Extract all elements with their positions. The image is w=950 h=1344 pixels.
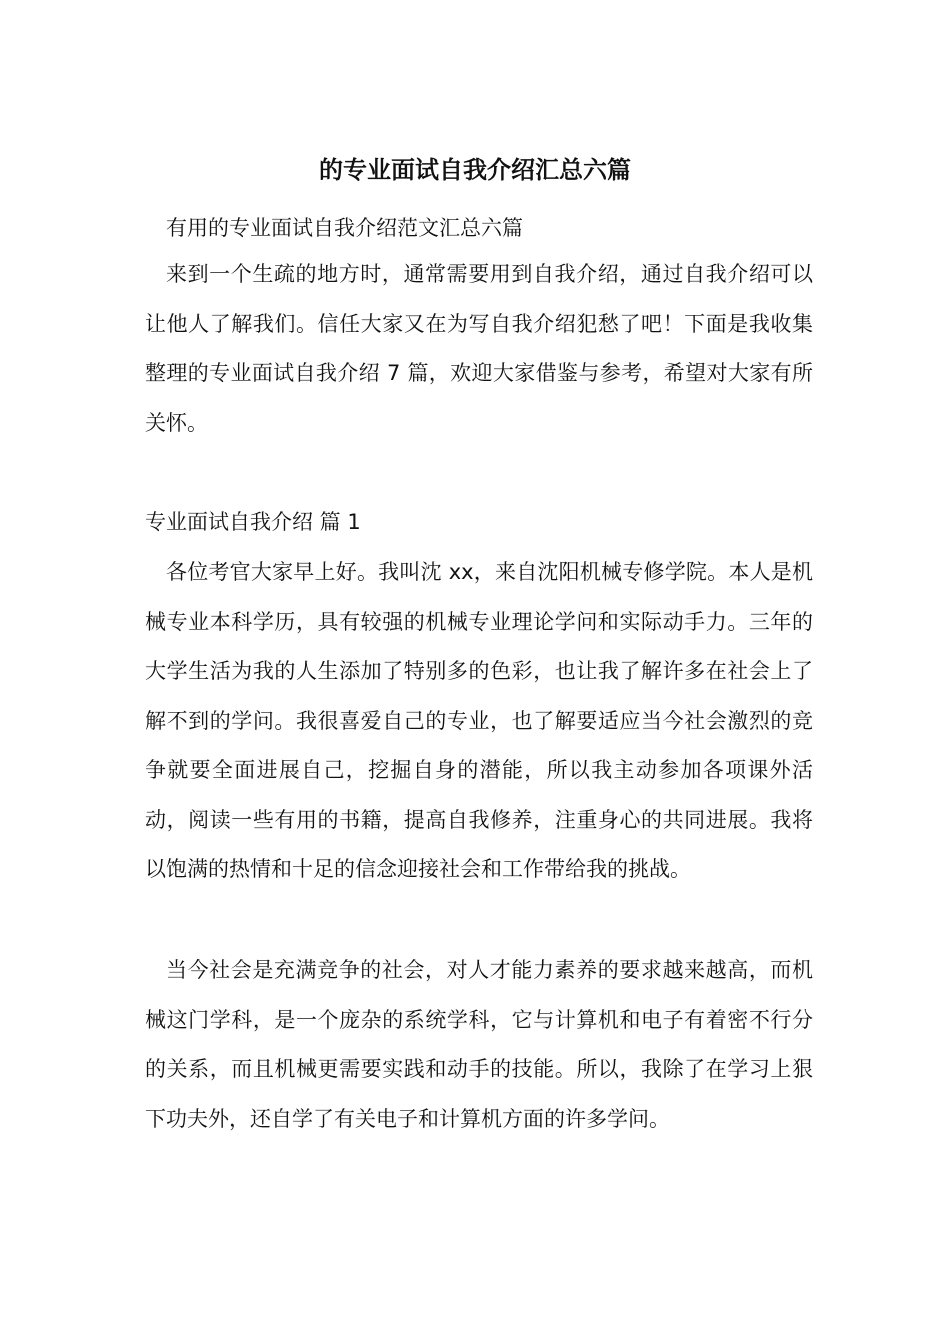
document-title: 的专业面试自我介绍汇总六篇 <box>319 156 631 184</box>
body-paragraph-2: 当今社会是充满竞争的社会，对人才能力素养的要求越来越高，而机械这门学科，是一个庞杂的系统学科，它与计算机和电子有着密不行分的关系，而且机械更需要实践和动手的技能。所以，我除了在学习上狠下功夫外，还自学了有关电子和计算机方面的许多学问。 <box>145 958 813 1131</box>
document-subtitle: 有用的专业面试自我介绍范文汇总六篇 <box>166 216 523 240</box>
intro-paragraph: 来到一个生疏的地方时，通常需要用到自我介绍，通过自我介绍可以让他人了解我们。信任大家又在为写自我介绍犯愁了吧！下面是我收集整理的专业面试自我介绍 7 篇，欢迎大家借鉴与参考，希望对大家有所关怀。 <box>145 262 813 435</box>
body-paragraph-1: 各位考官大家早上好。我叫沈 xx，来自沈阳机械专修学院。本人是机械专业本科学历，具有较强的机械专业理论学问和实际动手力。三年的大学生活为我的人生添加了特别多的色彩，也让我了解许多在社会上了解不到的学问。我很喜爱自己的专业，也了解要适应当今社会激烈的竞争就要全面进展自己，挖掘自身的潜能，所以我主动参加各项课外活动，阅读一些有用的书籍，提高自我修养，注重身心的共同进展。我将以饱满的热情和十足的信念迎接社会和工作带给我的挑战。 <box>145 560 813 881</box>
section-heading: 专业面试自我介绍 篇 1 <box>145 510 361 534</box>
